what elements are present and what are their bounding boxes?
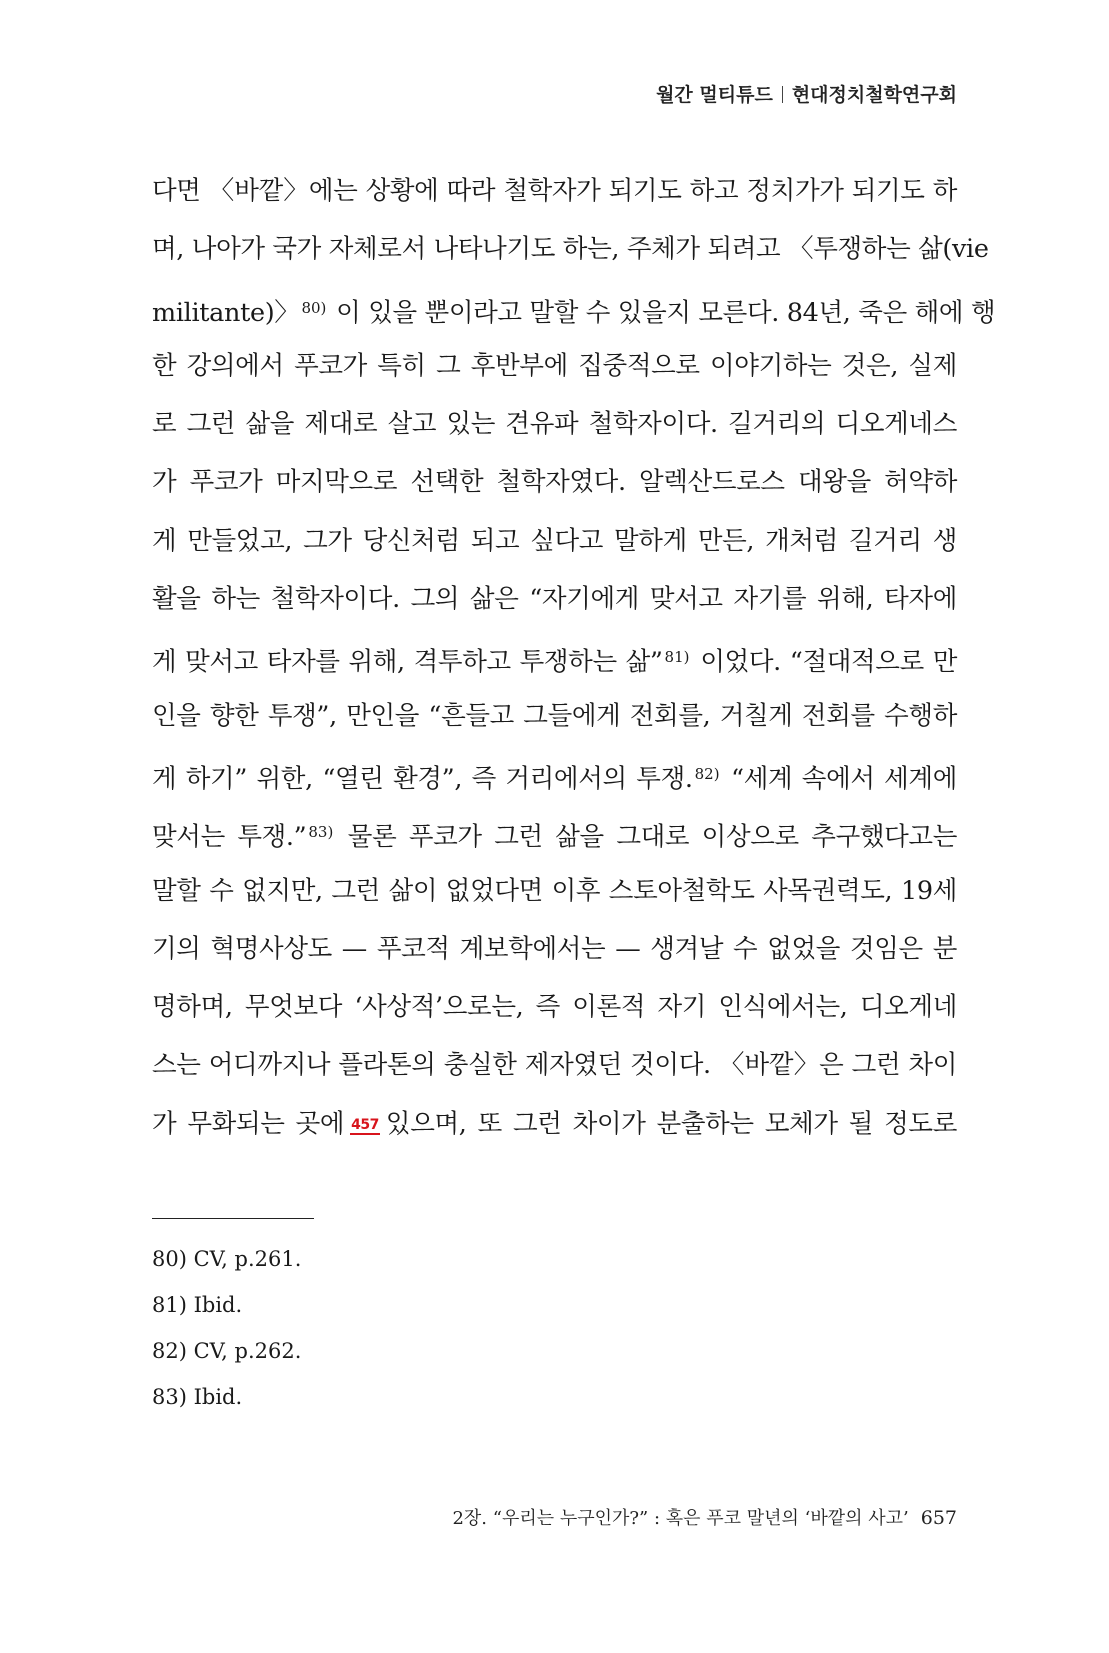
line-text: 게 맞서고 타자를 위해, 격투하고 투쟁하는 삶” — [152, 647, 663, 678]
line-text: 있으며, 또 그런 차이가 분출하는 모체가 될 정도로 — [385, 1108, 957, 1139]
footnote-ref[interactable]: 83) — [308, 823, 334, 842]
chapter-title: 2장. “우리는 누구인가?” : 혹은 푸코 말년의 ‘바깥의 사고’ — [452, 1508, 909, 1529]
body-text — [152, 166, 996, 1157]
body-line: 스는 어디까지나 플라톤의 충실한 제자였던 것이다. 〈바깥〉은 그런 차이 — [152, 1050, 957, 1081]
body-line — [152, 632, 957, 690]
body-line: 말할 수 없지만, 그런 삶이 없었다면 이후 스토아철학도 사목권력도, 19세 — [152, 875, 957, 906]
journal-name: 월간 멀티튜드 — [656, 84, 773, 106]
body-line: 며, 나아가 국가 자체로서 나타나기도 하는, 주체가 되려고 〈투쟁하는 삶(vie — [152, 234, 989, 265]
line-text: 물론 푸코가 그런 삶을 그대로 이상으로 추구했다고는 — [335, 822, 957, 853]
line-text: militante)〉 — [152, 297, 300, 328]
footnote-82: 82) CV, p.262. — [152, 1339, 302, 1363]
footnote-divider — [152, 1218, 314, 1219]
running-header — [656, 80, 957, 107]
footnote-81: 81) Ibid. — [152, 1293, 243, 1317]
line-text: “세계 속에서 세계에 — [721, 763, 957, 794]
footnote-80: 80) CV, p.261. — [152, 1247, 302, 1271]
body-line: 명하며, 무엇보다 ‘사상적’으로는, 즉 이론적 자기 인식에서는, 디오게네 — [152, 992, 957, 1023]
body-line: 활을 하는 철학자이다. 그의 삶은 “자기에게 맞서고 자기를 위해, 타자에 — [152, 584, 957, 615]
line-text: 이 있을 뿐이라고 말할 수 있을지 모른다. 84년, 죽은 해에 행 — [328, 297, 996, 328]
page-number: 657 — [920, 1507, 957, 1529]
body-line: 가 푸코가 마지막으로 선택한 철학자였다. 알렉산드로스 대왕을 허약하 — [152, 467, 957, 498]
line-text: 가 무화되는 곳에 — [152, 1108, 345, 1139]
body-line — [152, 807, 957, 865]
original-page-marker: 457 — [351, 1116, 379, 1133]
footnotes — [152, 1244, 301, 1428]
body-line: 게 만들었고, 그가 당신처럼 되고 싶다고 말하게 만든, 개처럼 길거리 생 — [152, 525, 957, 556]
body-line — [152, 749, 957, 807]
body-line: 다면 〈바깥〉에는 상황에 따라 철학자가 되기도 하고 정치가가 되기도 하 — [152, 176, 957, 206]
body-line: 로 그런 삶을 제대로 살고 있는 견유파 철학자이다. 길거리의 디오게네스 — [152, 409, 957, 440]
body-line: 인을 향한 투쟁”, 만인을 “흔들고 그들에게 전회를, 거칠게 전회를 수행하 — [152, 700, 957, 731]
line-text: 게 하기” 위한, “열린 환경”, 즉 거리에서의 투쟁. — [152, 763, 693, 794]
line-text: 이었다. “절대적으로 만 — [691, 647, 957, 678]
line-text: 맞서는 투쟁.” — [152, 822, 307, 853]
society-name: 현대정치철학연구회 — [791, 84, 957, 106]
footnote-83: 83) Ibid. — [152, 1385, 243, 1409]
running-footer — [452, 1504, 957, 1530]
footnote-ref[interactable]: 82) — [694, 764, 720, 783]
footnote-ref[interactable]: 81) — [664, 648, 690, 667]
header-divider — [782, 86, 783, 103]
footnote-ref[interactable]: 80) — [301, 298, 327, 317]
body-line: 기의 혁명사상도 — 푸코적 계보학에서는 — 생겨날 수 없었을 것임은 분 — [152, 933, 957, 964]
body-line — [152, 283, 996, 341]
body-line: 한 강의에서 푸코가 특히 그 후반부에 집중적으로 이야기하는 것은, 실제 — [152, 350, 957, 381]
body-line — [152, 1099, 957, 1157]
